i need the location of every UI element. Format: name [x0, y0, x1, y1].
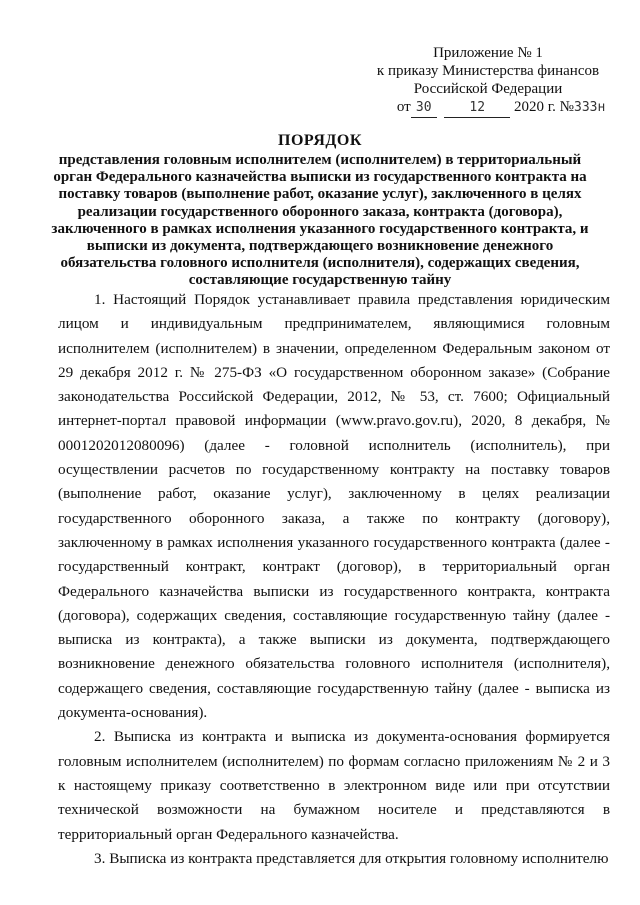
appendix-number: Приложение № 1 — [433, 45, 543, 61]
paragraph-3: 3. Выписка из контракта представляется для открытия головному исполнителю — [94, 849, 609, 867]
paragraph-2: 2. Выписка из контракта и выписка из документа-основания формируется головным исполнителем (исполнителем) по формам согласно приложениям № 2 и 3 к настоящему приказу соответственно в электронном виде или при отсутствии технической возможности на бумажном носителе и представляются в территориальный орган Федерального казначейства. — [58, 728, 610, 843]
appendix-country: Российской Федерации — [413, 81, 563, 97]
document-title: ПОРЯДОК — [278, 132, 362, 149]
appendix-order-ref: к приказу Министерства финансов — [376, 63, 600, 79]
date-year: 2020 г. № — [513, 99, 574, 115]
document-body — [58, 288, 610, 871]
appendix-date-line — [368, 98, 608, 118]
paragraph-1: 1. Настоящий Порядок устанавливает правила представления юридическим лицом и индивидуальным предпринимателем, являющимися головным исполнителем (исполнителем) в значении, определенном Федеральным законом от 29 декабря 2012 г. № 275-ФЗ «О государственном оборонном заказе» (Собрание законодательства Российской Федерации, 2012, № 53, ст. 7600; Официальный интернет-портал правовой информации (www.pravo.gov.ru), 2020, 8 декабря, № 0001202012080096) (далее - головной исполнитель (исполнитель), при осуществлении расчетов по государственному контракту на поставку товаров (выполнение работ, оказание услуг), заключенному в целях реализации государственного оборонного заказа, а также по контракту (договору), заключенному в рамках исполнения указанного государственного контракта (далее - государственный контракт, контракт (договор), в территориальный орган Федерального казначейства выписки из государственного контракта, контракта (договора), содержащих сведения, составляющие государственную тайну (далее - выписка из контракта), а также выписки из документа, подтверждающего возникновение денежного обязательства головного исполнителя (исполнителя), содержащего сведения, составляющие государственную тайну (далее - выписка из документа-основания). — [58, 291, 610, 722]
document-subtitle: представления головным исполнителем (исполнителем) в территориальный орган Федерального казначейства выписки из государственного контракта на поставку товаров (выполнение работ, оказание услуг), заключенного в целях реализации государственного оборонного заказа, контракта (договора), заключенного в рамках исполнения указанного государственного контракта, и выписки из документа, подтверждающего возникновение денежного обязательства головного исполнителя (исполнителя), содержащих сведения, составляющие государственную тайну — [51, 152, 589, 289]
date-month: 12 — [444, 99, 510, 118]
appendix-header — [368, 44, 608, 118]
order-number: 333н — [574, 100, 606, 115]
date-prefix: от — [396, 99, 411, 115]
date-day: 30 — [411, 99, 437, 118]
